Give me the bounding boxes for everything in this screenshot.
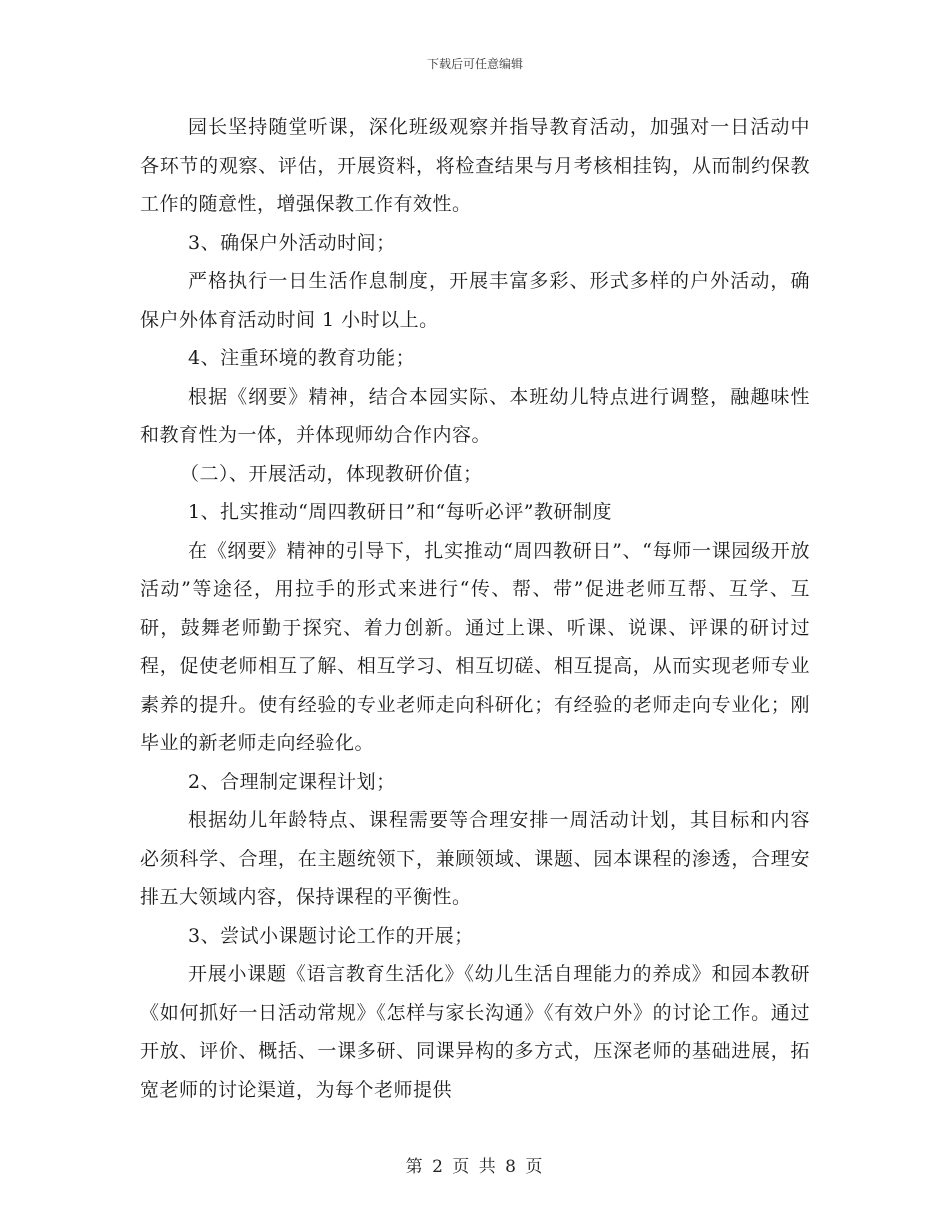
document-body <box>140 108 810 1109</box>
page-number: 第 2 页 共 8 页 <box>405 1157 545 1177</box>
section-heading: （二）、开展活动，体现教研价值； <box>180 462 483 485</box>
paragraph-7: 1、扎实推动“周四教研日”和“每听必评”教研制度 <box>188 501 612 523</box>
paragraph-2: 3、确保户外活动时间； <box>188 231 396 254</box>
paragraph-12: 开展小课题《语言教育生活化》《幼儿生活自理能力的养成》和园本教研《如何抓好一日活动常规》《怎样与家长沟通》《有效户外》的讨论工作。通过开放、评价、概括、一课多研、同课异构的多方式，压深老师的基础进展，拓宽老师的讨论渠道，为每个老师提供 <box>140 963 810 1101</box>
paragraph-9: 2、合理制定课程计划； <box>188 770 396 793</box>
paragraph-8: 在《纲要》精神的引导下，扎实推动“周四教研日”、“每师一课园级开放活动”等途径，用拉手的形式来进行“传、帮、带”促进老师互帮、互学、互研，鼓舞老师勤于探究、着力创新。通过上课、听课、说课、评课的研讨过程，促使老师相互了解、相互学习、相互切磋、相互提高，从而实现老师专业素养的提升。使有经验的专业老师走向科研化；有经验的老师走向专业化；刚毕业的新老师走向经验化。 <box>140 539 810 754</box>
paragraph-1: 园长坚持随堂听课，深化班级观察并指导教育活动，加强对一日活动中各环节的观察、评估，开展资料，将检查结果与月考核相挂钩，从而制约保教工作的随意性，增强保教工作有效性。 <box>140 116 810 215</box>
page-header-note: 下载后可任意编辑 <box>426 57 523 71</box>
paragraph-5: 根据《纲要》精神，结合本园实际、本班幼儿特点进行调整，融趣味性和教育性为一体，并体现师幼合作内容。 <box>140 385 810 446</box>
paragraph-10: 根据幼儿年龄特点、课程需要等合理安排一周活动计划，其目标和内容必须科学、合理，在主题统领下，兼顾领域、课题、园本课程的渗透，合理安排五大领域内容，保持课程的平衡性。 <box>140 809 810 908</box>
paragraph-3: 严格执行一日生活作息制度，开展丰富多彩、形式多样的户外活动，确保户外体育活动时间 1 小时以上。 <box>140 270 810 331</box>
paragraph-4: 4、注重环境的教育功能； <box>188 347 416 369</box>
paragraph-11: 3、尝试小课题讨论工作的开展； <box>188 924 474 947</box>
